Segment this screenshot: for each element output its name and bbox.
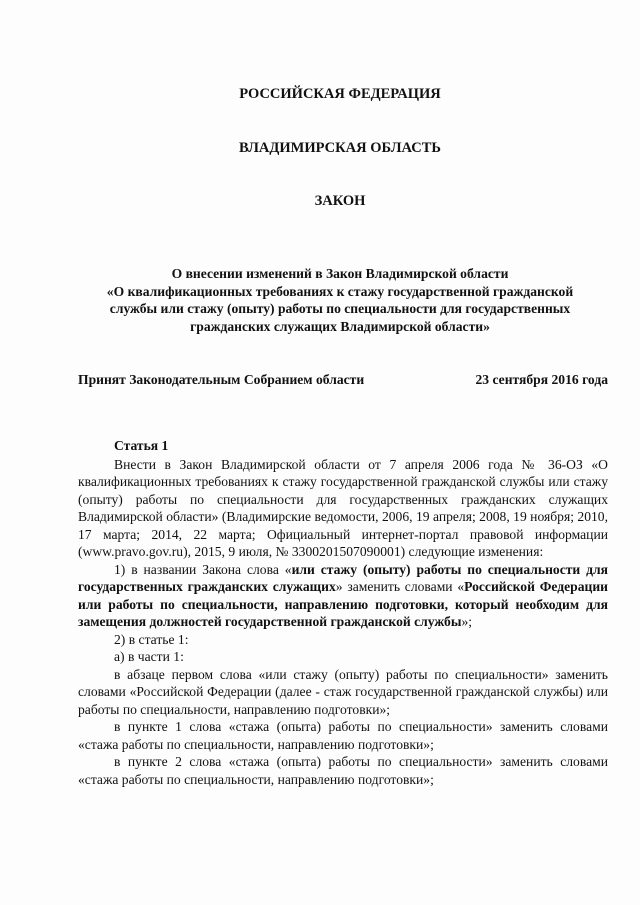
adoption-date: 23 сентября 2016 года xyxy=(475,372,608,387)
adopted-by: Принят Законодательным Собранием области xyxy=(78,372,365,387)
region-heading: ВЛАДИМИРСКАЯ ОБЛАСТЬ xyxy=(239,140,441,156)
old-wording: или стажу (опыту) работы по специальности для государственных гражданских служащих xyxy=(78,561,608,594)
amendment-paragraph: в пункте 1 слова «стажа (опыта) работы по специальности» заменить словами «стажа работы по специальности, направлению подготовки»; xyxy=(78,719,608,752)
document-type-heading: ЗАКОН xyxy=(314,193,366,209)
text-run: 1) в названии Закона слова « xyxy=(114,561,292,577)
law-title xyxy=(60,265,620,335)
text-run: »; xyxy=(461,614,473,629)
amendment-item-1 xyxy=(78,561,608,631)
law-title-line: О внесении изменений в Закон Владимирской области xyxy=(171,266,509,281)
law-title-line: службы или стажу (опыту) работы по специальности для государственных xyxy=(109,301,571,316)
article-heading: Статья 1 xyxy=(114,438,169,453)
document-body xyxy=(78,437,608,788)
adoption-line xyxy=(78,372,608,388)
amendment-item-2: 2) в статье 1: xyxy=(114,631,189,647)
article-intro: Внести в Закон Владимирской области от 7 апреля 2006 года № 36-ОЗ «О квалификационных требованиях к стажу государственной гражданской службы или стажу (опыту) работы по специальности для государственных гражданских служащих Владимирской области» (Владимирские ведомости, 2006, 19 апреля; 2008, 19 ноября; 2010, 17 марта; 2014, 22 марта; Официальный интернет-портал правовой информации (www.pravo.gov.ru), 2015, 9 июля, № 3300201507090001) следующие изменения: xyxy=(78,456,608,559)
amendment-paragraph: в пункте 2 слова «стажа (опыта) работы по специальности» заменить словами «стажа работы по специальности, направлению подготовки»; xyxy=(78,754,608,787)
text-run: » заменить словами « xyxy=(335,579,465,594)
law-title-line: гражданских служащих Владимирской области» xyxy=(190,318,490,334)
country-heading: РОССИЙСКАЯ ФЕДЕРАЦИЯ xyxy=(239,86,441,102)
new-wording: Российской Федерации или работы по специальности, направлению подготовки, который необходим для замещения должностей государственной гражданской службы xyxy=(78,579,608,629)
amendment-paragraph: в абзаце первом слова «или стажу (опыту) работы по специальности» заменить словами «Российской Федерации (далее - стаж государственной гражданской службы) или работы по специальности, направлению подготовки»; xyxy=(78,666,608,717)
amendment-subitem-a: а) в части 1: xyxy=(114,649,184,664)
law-title-line: «О квалификационных требованиях к стажу государственной гражданской xyxy=(106,283,574,299)
